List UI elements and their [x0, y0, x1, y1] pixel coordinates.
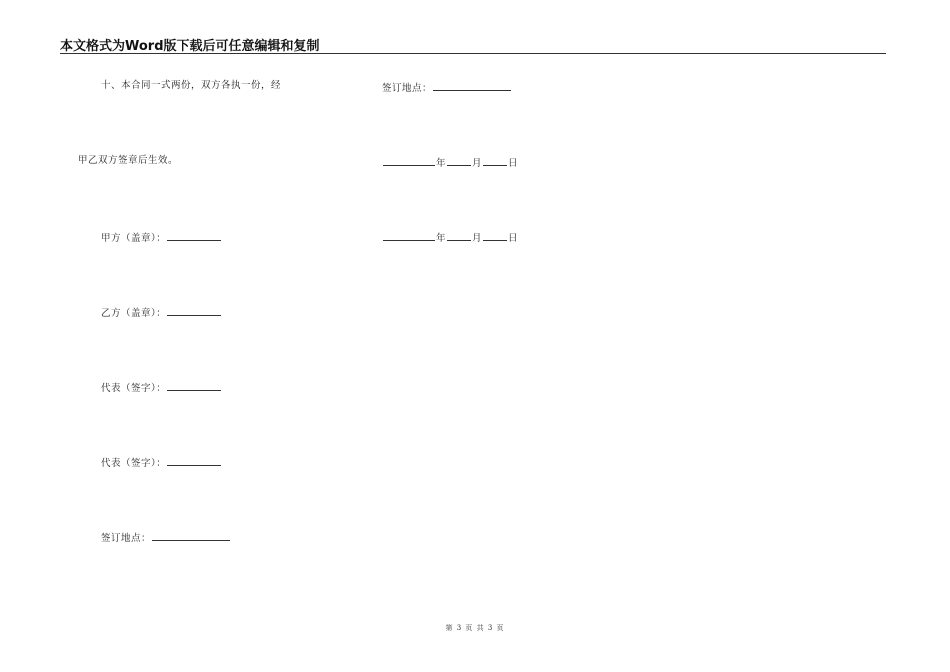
date-month-label-2: 月 — [472, 233, 483, 244]
party-a-seal-label: 甲方（盖章）： — [101, 233, 167, 244]
date-day-label-1: 日 — [508, 158, 519, 169]
clause-ten-line-1: 十、本合同一式两份，双方各执一份，经 — [101, 80, 282, 91]
page-number-footer: 第 3 页 共 3 页 — [445, 624, 505, 632]
date-month-blank-2[interactable] — [447, 230, 471, 241]
representative-signature-blank-1[interactable] — [167, 380, 221, 391]
representative-signature-row-2 — [101, 455, 222, 470]
left-signing-place-blank[interactable] — [152, 530, 230, 541]
right-signing-place-row — [382, 80, 512, 95]
date-day-blank-2[interactable] — [483, 230, 507, 241]
date-year-label-2: 年 — [436, 233, 447, 244]
date-month-label-1: 月 — [472, 158, 483, 169]
party-a-seal-row — [101, 230, 222, 245]
left-signing-place-label: 签订地点： — [101, 533, 152, 544]
date-year-label-1: 年 — [436, 158, 447, 169]
date-row-1 — [382, 155, 518, 170]
representative-signature-label-1: 代表（签字）： — [101, 383, 167, 394]
date-day-blank-1[interactable] — [483, 155, 507, 166]
date-row-2 — [382, 230, 518, 245]
clause-ten-line-2: 甲乙双方签章后生效。 — [78, 155, 179, 166]
date-year-blank-2[interactable] — [383, 230, 435, 241]
party-b-seal-blank[interactable] — [167, 305, 221, 316]
document-header-title: 本文格式为Word版下载后可任意编辑和复制 — [60, 39, 320, 54]
representative-signature-label-2: 代表（签字）： — [101, 458, 167, 469]
date-month-blank-1[interactable] — [447, 155, 471, 166]
right-signing-place-blank[interactable] — [433, 80, 511, 91]
date-year-blank-1[interactable] — [383, 155, 435, 166]
representative-signature-row-1 — [101, 380, 222, 395]
right-signing-place-label: 签订地点： — [382, 83, 433, 94]
date-day-label-2: 日 — [508, 233, 519, 244]
left-signing-place-row — [101, 530, 231, 545]
party-b-seal-row — [101, 305, 222, 320]
party-b-seal-label: 乙方（盖章）： — [101, 308, 167, 319]
header-divider — [60, 53, 886, 54]
representative-signature-blank-2[interactable] — [167, 455, 221, 466]
party-a-seal-blank[interactable] — [167, 230, 221, 241]
